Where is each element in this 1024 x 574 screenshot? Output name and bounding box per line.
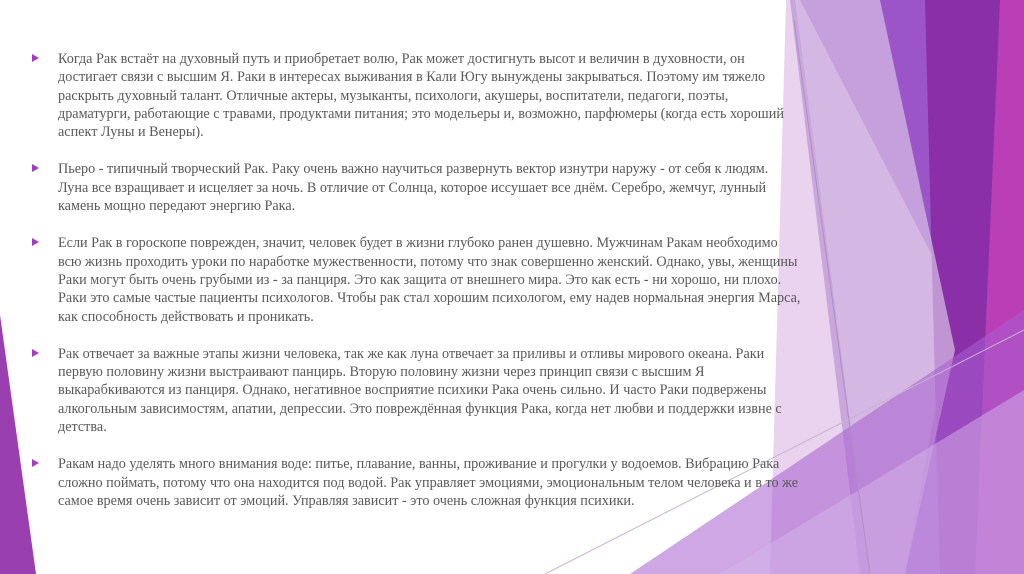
paragraph-text: Пьеро - типичный творческий Рак. Раку очень важно научиться развернуть вектор изнутри наружу - от себя к людям. Луна все взращивает и исцеляет за ночь. В отличие от Солнца, которое иссушает все днём. Серебро, жемчуг, лунный камень мощно передают энергию Рака. bbox=[58, 161, 769, 215]
bullet-item bbox=[32, 455, 802, 510]
arrow-bullet-icon bbox=[32, 164, 39, 172]
bullet-item bbox=[32, 234, 802, 325]
paragraph-text: Рак отвечает за важные этапы жизни человека, так же как луна отвечает за приливы и отливы мирового океана. Раки первую половину жизни выстраивают панцирь. Вторую половину жизни через принцип связи с высшим Я выкарабкиваются из панциря. Однако, негативное восприятие психики Рака очень сильно. И часто Раки подвержены алкогольным зависимостям, апатии, депрессии. Это повреждённая функция Рака, когда нет любви и поддержки извне с детства. bbox=[58, 345, 782, 436]
left-accent-shape bbox=[0, 315, 36, 574]
arrow-bullet-icon bbox=[32, 349, 39, 357]
paragraph-text: Ракам надо уделять много внимания воде: питье, плавание, ванны, проживание и прогулки у водоемов. Вибрацию Рака сложно поймать, потому что она находится под водой. Рак управляет эмоциями, эмоциональным телом человека и в то же самое время очень зависит от эмоций. Управляя зависит - это очень сложная функция психики. bbox=[58, 456, 799, 509]
arrow-bullet-icon bbox=[32, 54, 39, 62]
bullet-item bbox=[32, 50, 802, 141]
bullet-item bbox=[32, 345, 802, 436]
paragraph-text: Когда Рак встаёт на духовный путь и приобретает волю, Рак может достигнуть высот и величин в духовности, он достигает связи с высшим Я. Раки в интересах выживания в Кали Югу вынуждены закрываться. Поэтому им тяжело раскрыть духовный талант. Отличные актеры, музыканты, психологи, акушеры, воспитатели, педагоги, поэты, драматурги, работающие с травами, продуктами питания; это модельеры и, возможно, парфюмеры (когда есть хороший аспект Луны и Венеры). bbox=[58, 51, 784, 141]
arrow-bullet-icon bbox=[32, 459, 39, 467]
slide-body bbox=[32, 50, 802, 529]
paragraph-text: Если Рак в гороскопе поврежден, значит, человек будет в жизни глубоко ранен душевно. Мужчинам Ракам необходимо всю жизнь проходить уроки по наработке мужественности, потому что знак совершенно женский. Однако, увы, женщины Раки могут быть очень грубыми из - за панциря. Это как защита от внешнего мира. Это как есть - ни хорошо, ни плохо. Раки это самые частые пациенты психологов. Чтобы рак стал хорошим психологом, ему надев нормальная энергия Марса, как способность действовать и проникать. bbox=[58, 235, 801, 325]
bullet-item bbox=[32, 160, 802, 215]
arrow-bullet-icon bbox=[32, 238, 39, 246]
